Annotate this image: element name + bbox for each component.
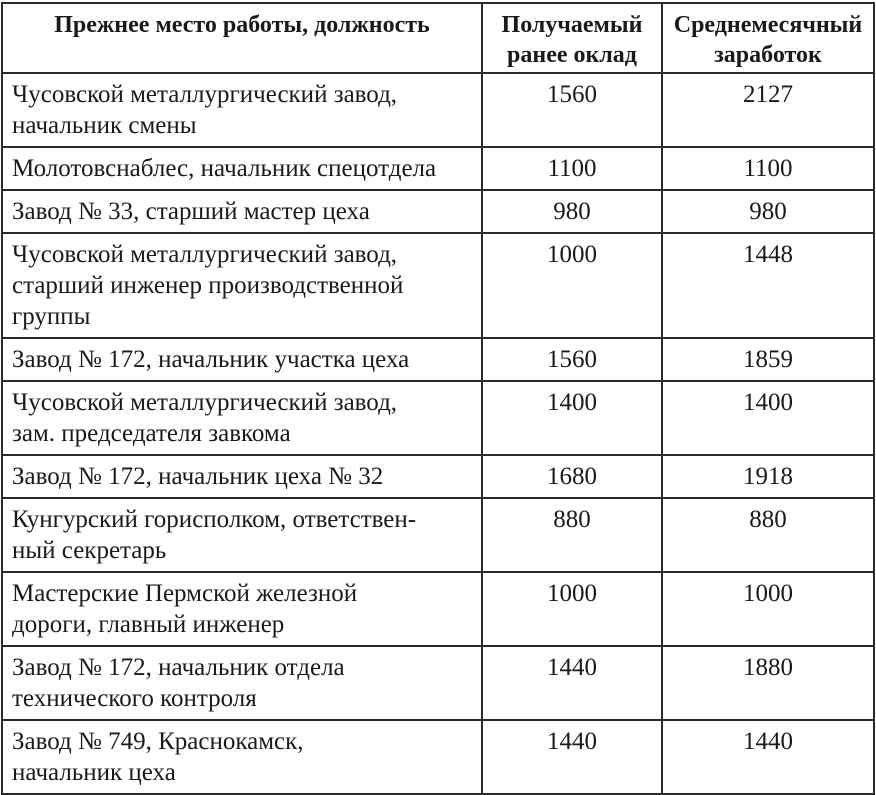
place-line: начальник смены — [12, 112, 197, 139]
previous-salary-cell: 1440 — [482, 720, 662, 794]
previous-salary-cell: 1000 — [482, 572, 662, 646]
place-line: Завод № 172, начальник цеха № 32 — [12, 463, 384, 490]
place-line: Кунгурский горисполком, ответствен- — [12, 506, 417, 533]
place-line: Завод № 33, старший мастер цеха — [12, 198, 370, 225]
average-earnings-cell: 1000 — [662, 572, 874, 646]
place-line: Завод № 172, начальник участка цеха — [12, 346, 410, 373]
table-row — [2, 381, 874, 455]
place-line: старший инженер производственной — [12, 272, 404, 299]
place-cell — [2, 498, 482, 572]
header-average-earnings-line: заработок — [714, 42, 822, 68]
header-previous-salary — [482, 3, 662, 73]
header-place-line: Прежнее место работы, должность — [54, 12, 430, 38]
header-row — [2, 3, 874, 73]
place-line: технического контроля — [12, 685, 257, 712]
place-line: Чусовской металлургический завод, — [12, 389, 398, 416]
place-line: ный секретарь — [12, 537, 167, 564]
table-row — [2, 720, 874, 794]
average-earnings-cell: 1918 — [662, 455, 874, 498]
average-earnings-cell: 880 — [662, 498, 874, 572]
header-average-earnings — [662, 3, 874, 73]
table-row — [2, 190, 874, 233]
place-line: Чусовской металлургический завод, — [12, 241, 398, 268]
table-row — [2, 147, 874, 190]
place-cell — [2, 233, 482, 338]
place-cell — [2, 73, 482, 147]
previous-salary-cell: 1100 — [482, 147, 662, 190]
place-line: Завод № 172, начальник отдела — [12, 654, 345, 681]
place-cell — [2, 190, 482, 233]
header-previous-salary-line: ранее оклад — [507, 42, 637, 68]
table-row — [2, 572, 874, 646]
average-earnings-cell: 1440 — [662, 720, 874, 794]
place-line: Завод № 749, Краснокамск, — [12, 728, 304, 755]
table-body — [2, 73, 874, 794]
table-row — [2, 455, 874, 498]
average-earnings-cell: 1400 — [662, 381, 874, 455]
previous-salary-cell: 880 — [482, 498, 662, 572]
header-previous-salary-line: Получаемый — [501, 12, 643, 38]
previous-salary-cell: 1560 — [482, 73, 662, 147]
place-cell — [2, 646, 482, 720]
average-earnings-cell: 980 — [662, 190, 874, 233]
table-row — [2, 73, 874, 147]
previous-salary-cell: 1000 — [482, 233, 662, 338]
table-row — [2, 233, 874, 338]
table-row — [2, 338, 874, 381]
previous-salary-cell: 1680 — [482, 455, 662, 498]
place-line: Молотовснаблес, начальник спецотдела — [12, 155, 437, 182]
place-line: зам. председателя завкома — [12, 420, 291, 447]
average-earnings-cell: 2127 — [662, 73, 874, 147]
average-earnings-cell: 1880 — [662, 646, 874, 720]
previous-salary-cell: 1400 — [482, 381, 662, 455]
place-line: Мастерские Пермской железной — [12, 580, 358, 607]
place-cell — [2, 147, 482, 190]
place-cell — [2, 381, 482, 455]
salary-table — [1, 2, 875, 795]
place-line: группы — [12, 303, 91, 330]
place-line: Чусовской металлургический завод, — [12, 81, 398, 108]
place-cell — [2, 720, 482, 794]
average-earnings-cell: 1859 — [662, 338, 874, 381]
table-row — [2, 498, 874, 572]
previous-salary-cell: 980 — [482, 190, 662, 233]
average-earnings-cell: 1100 — [662, 147, 874, 190]
average-earnings-cell: 1448 — [662, 233, 874, 338]
place-cell — [2, 572, 482, 646]
previous-salary-cell: 1560 — [482, 338, 662, 381]
place-cell — [2, 455, 482, 498]
header-average-earnings-line: Среднемесячный — [673, 12, 863, 38]
place-line: начальник цеха — [12, 759, 176, 786]
table-row — [2, 646, 874, 720]
place-line: дороги, главный инженер — [12, 611, 285, 638]
header-place — [2, 3, 482, 73]
place-cell — [2, 338, 482, 381]
previous-salary-cell: 1440 — [482, 646, 662, 720]
